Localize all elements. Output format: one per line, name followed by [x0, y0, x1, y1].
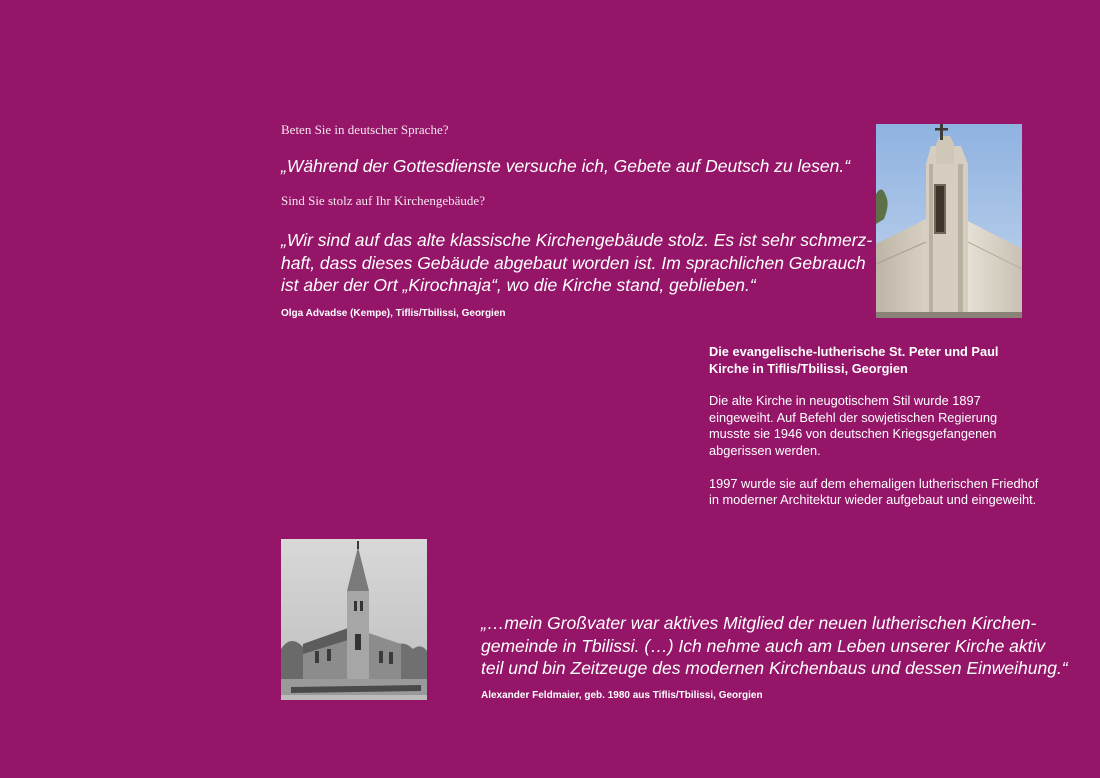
question-church-pride: Sind Sie stolz auf Ihr Kirchengebäude?: [281, 193, 485, 208]
credit-feldmaier: Alexander Feldmaier, geb. 1980 aus Tiflis/Tbilissi, Georgien: [481, 690, 763, 701]
answer-line: „Wir sind auf das alte klassische Kirchengebäude stolz. Es ist sehr schmerz-: [281, 230, 873, 250]
photo-modern-church: [876, 124, 1022, 318]
caption-history: Die alte Kirche in neugotischem Stil wurde 1897 eingeweiht. Auf Befehl der sowjetischen Regierung musste sie 1946 von deutschen Kriegsgefangenen abgerissen werden.: [709, 393, 998, 458]
quote-line: „…mein Großvater war aktives Mitglied der neuen lutherischen Kirchen-: [481, 613, 1037, 633]
caption-title: Die evangelische-lutherische St. Peter und Paul Kirche in Tiflis/Tbilissi, Georgien: [709, 344, 999, 376]
question-prayer-language: Beten Sie in deutscher Sprache?: [281, 122, 449, 137]
answer-line: ist aber der Ort „Kirochnaja“, wo die Kirche stand, geblieben.“: [281, 275, 756, 295]
photo-old-church: [281, 539, 427, 700]
church-caption: [709, 344, 1039, 525]
credit-olga: Olga Advadse (Kempe), Tiflis/Tbilissi, Georgien: [281, 308, 506, 319]
quote-line: teil und bin Zeitzeuge des modernen Kirchenbaus und dessen Einweihung.“: [481, 658, 1068, 678]
caption-rebuild: 1997 wurde sie auf dem ehemaligen lutherischen Friedhof in moderner Architektur wieder aufgebaut und eingeweiht.: [709, 475, 1039, 508]
answer-line: haft, dass dieses Gebäude abgebaut worden ist. Im sprachlichen Gebrauch: [281, 252, 866, 273]
quote-feldmaier: [481, 612, 1068, 680]
quote-line: gemeinde in Tbilissi. (…) Ich nehme auch am Leben unserer Kirche aktiv: [481, 635, 1046, 656]
answer-prayer-language: „Während der Gottesdienste versuche ich, Gebete auf Deutsch zu lesen.“: [281, 156, 851, 176]
answer-church-pride: [281, 229, 872, 297]
